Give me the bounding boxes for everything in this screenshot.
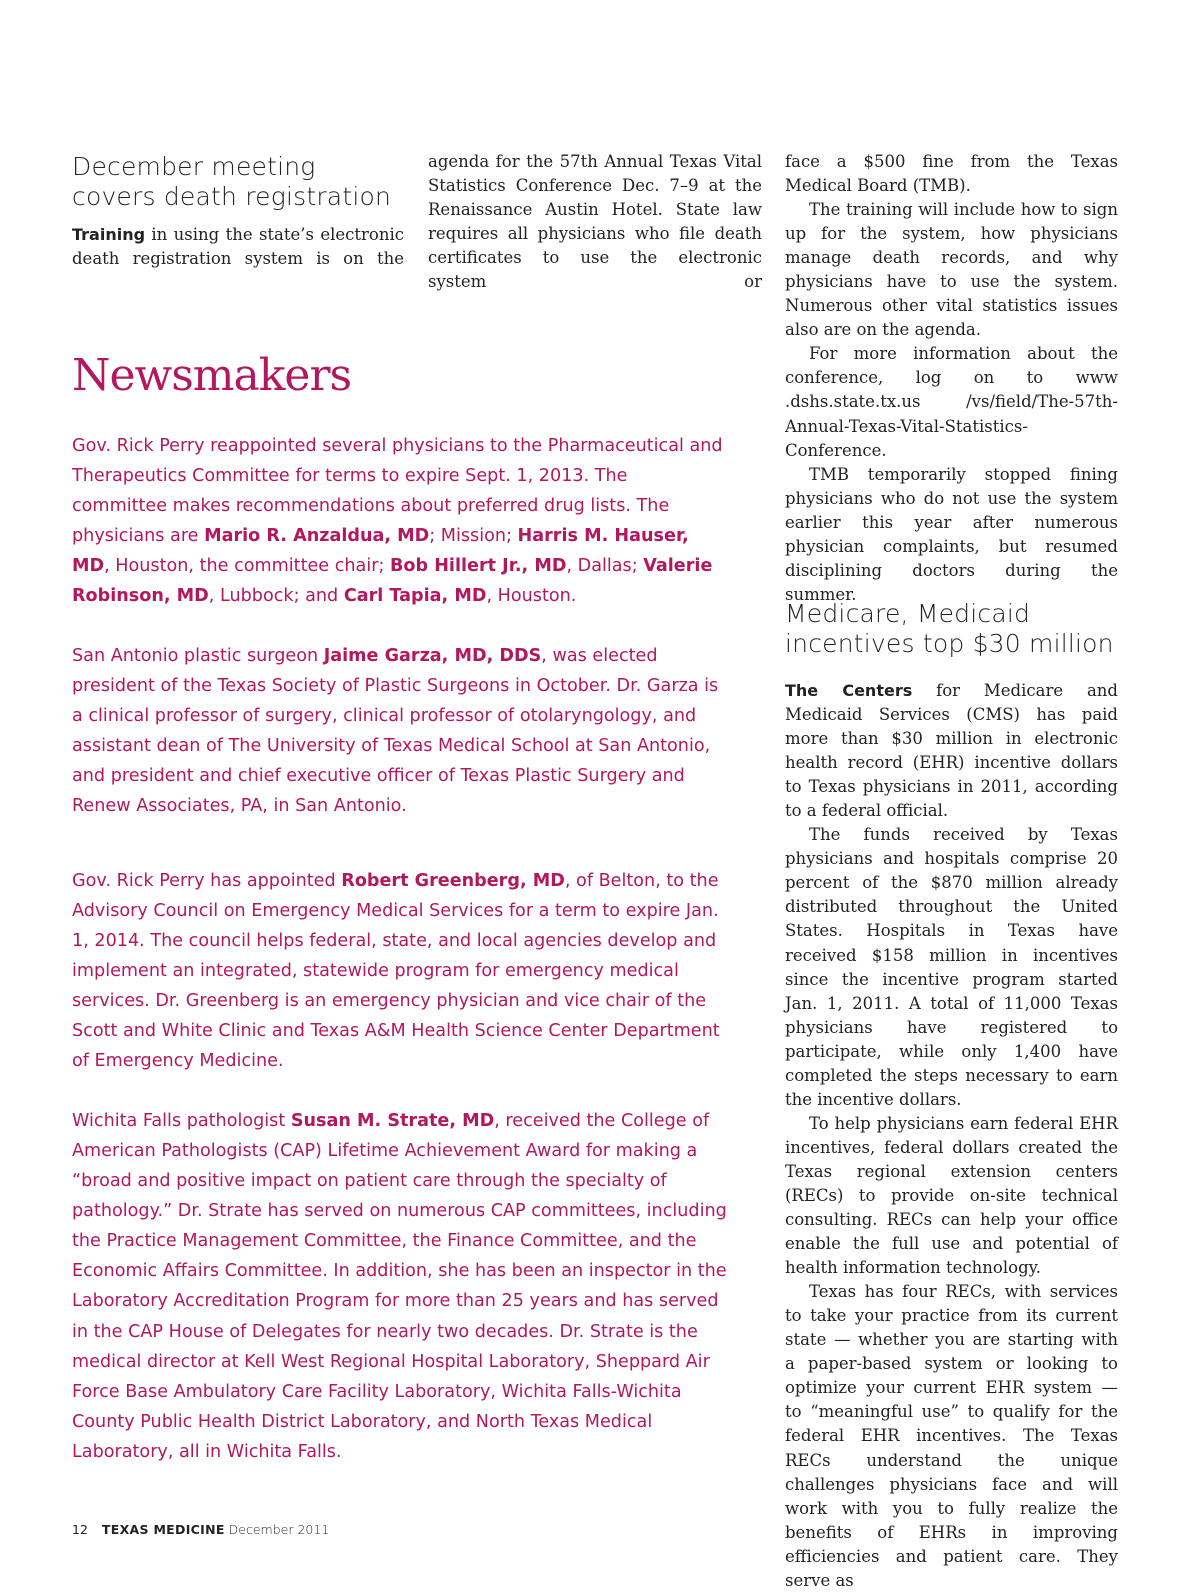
item1-text-2: ; Mission; [429,526,518,547]
issue-date: December 2011 [228,1522,330,1537]
item1-name-4: Valerie Robinson, MD [72,556,713,607]
dec-meeting-col2-text: agenda for the 57th Annual Texas Vital Statistics Conference Dec. 7–9 at the Renaissance Austin Hotel. State law requires all physicians who file death certificates to use the electronic system or [428,152,762,292]
item3-text-1: Gov. Rick Perry has appointed [72,871,342,891]
dec-meeting-heading-line1: December meeting [72,152,316,181]
dec-meeting-col2 [428,150,762,294]
dec-meeting-col3 [785,150,1118,607]
item4-name-1: Susan M. Strate, MD [290,1111,495,1131]
item1-name-2: Harris M. Hauser, MD [72,526,689,577]
dec-meeting-col3-p1: face a $500 fine from the Texas Medical Board (TMB). [785,152,1118,196]
dec-meeting-heading [72,152,412,212]
magazine-name: TEXAS MEDICINE [101,1522,225,1537]
item1-text-1: Gov. Rick Perry reappointed several physicians to the Pharmaceutical and Therapeutics Committee for terms to expire Sept. 1, 2013. The committee makes recommendations about preferred drug lists. The physicians are [72,436,723,547]
dec-meeting-col1-text: in using the state’s electronic death registration system is on the [72,225,404,269]
item1-text-4: , Dallas; [566,556,644,577]
item1-text-6: , Houston. [486,586,577,607]
medicare-p3: To help physicians earn federal EHR incentives, federal dollars created the Texas regional extension centers (RECs) to provide on-site technical consulting. RECs can help your office enable the full use and potential of health information technology. [785,1113,1118,1278]
medicare-body [785,679,1118,1593]
medicare-p1: for Medicare and Medicaid Services (CMS) has paid more than $30 million in electronic health record (EHR) incentive dollars to Texas physicians in 2011, according to a federal official. [785,681,1118,821]
medicare-p2: The funds received by Texas physicians and hospitals comprise 20 percent of the $870 million already distributed throughout the United States. Hospitals in Texas have received $158 million in incentives since the incentive program started Jan. 1, 2011. A total of 11,000 Texas physicians have registered to participate, while only 1,400 have completed the steps necessary to earn the incentive dollars. [785,825,1118,1109]
item1-name-1: Mario R. Anzaldua, MD [204,526,430,547]
page-number: 12 [72,1522,88,1537]
dec-meeting-heading-line2: covers death registration [72,182,392,211]
page-footer [72,1522,329,1538]
dec-meeting-col3-p3: For more information about the conference, log on to www .dshs.state.tx.us /vs/field/The-57th-Annual-Texas-Vital-Statistics-Conference. [785,344,1118,460]
item1-name-3: Bob Hillert Jr., MD [389,556,567,577]
item3-name-1: Robert Greenberg, MD [341,871,565,891]
newsmakers-item-4 [72,1106,727,1467]
dec-meeting-col1 [72,223,404,271]
item2-name-1: Jaime Garza, MD, DDS [323,646,542,666]
medicare-heading-line2: incentives top $30 million [785,629,1114,658]
medicare-heading [785,599,1125,659]
newsmakers-item-2 [72,641,727,821]
item3-text-2: , of Belton, to the Advisory Council on Emergency Medical Services for a term to expire Jan. 1, 2014. The council helps federal, state, and local agencies develop and implement an integrated, statewide program for emergency medical services. Dr. Greenberg is an emergency physician and vice chair of the Scott and White Clinic and Texas A&M Health Science Center Department of Emergency Medicine. [72,871,720,1072]
medicare-p4: Texas has four RECs, with services to take your practice from its current state — whether you are starting with a paper-based system or looking to optimize your current EHR system — to “meaningful use” to qualify for the federal EHR incentives. The Texas RECs understand the unique challenges physicians face and will work with you to fully realize the benefits of EHRs in improving efficiencies and patient care. They serve as [785,1282,1118,1590]
item1-name-5: Carl Tapia, MD [343,586,487,607]
medicare-lead-in: The Centers [785,681,913,700]
item4-text-2: , received the College of American Pathologists (CAP) Lifetime Achievement Award for making a “broad and positive impact on patient care through the specialty of pathology.” Dr. Strate has served on numerous CAP committees, including the Practice Management Committee, the Finance Committee, and the Economic Affairs Committee. In addition, she has been an inspector in the Laboratory Accreditation Program for more than 25 years and has served in the CAP House of Delegates for nearly two decades. Dr. Strate is the medical director at Kell West Regional Hospital Laboratory, Sheppard Air Force Base Ambulatory Care Facility Laboratory, Wichita Falls-Wichita County Public Health District Laboratory, and North Texas Medical Laboratory, all in Wichita Falls. [72,1111,727,1462]
item1-text-3: , Houston, the committee chair; [104,556,390,577]
item4-text-1: Wichita Falls pathologist [72,1111,291,1131]
item1-text-5: , Lubbock; and [208,586,344,607]
dec-meeting-col3-p2: The training will include how to sign up for the system, how physicians manage death records, and why physicians have to use the system. Numerous other vital statistics issues also are on the agenda. [785,200,1118,340]
newsmakers-title: Newsmakers [72,350,352,401]
medicare-heading-line1: Medicare, Medicaid [785,599,1031,628]
newsmakers-item-3 [72,866,727,1077]
dec-meeting-col3-p4: TMB temporarily stopped fining physicians who do not use the system earlier this year after numerous physician complaints, but resumed disciplining doctors during the summer. [785,464,1118,604]
item2-text-2: , was elected president of the Texas Society of Plastic Surgeons in October. Dr. Garza is a clinical professor of surgery, clinical professor of otolaryngology, and assistant dean of The University of Texas Medical School at San Antonio, and president and chief executive officer of Texas Plastic Surgery and Renew Associates, PA, in San Antonio. [72,646,719,817]
newsmakers-item-1 [72,431,727,611]
item2-text-1: San Antonio plastic surgeon [72,646,324,666]
dec-meeting-lead-in: Training [72,225,146,244]
